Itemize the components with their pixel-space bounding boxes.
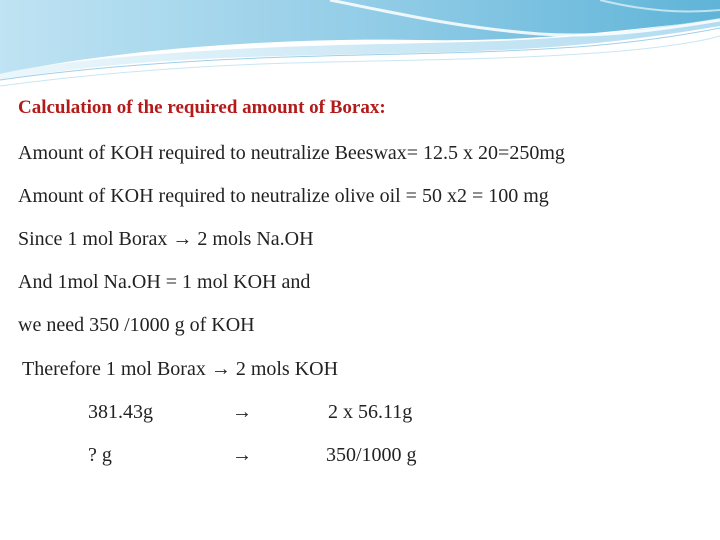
text-line-koh-needed: we need 350 /1000 g of KOH	[18, 314, 255, 336]
slide-title: Calculation of the required amount of Borax:	[18, 97, 386, 118]
arrow-icon: →	[232, 444, 252, 466]
text-line-koh-olive-oil: Amount of KOH required to neutralize olive oil = 50 x2 = 100 mg	[18, 185, 549, 207]
arrow-icon: →	[232, 401, 252, 423]
text-line-borax-koh: Therefore 1 mol Borax → 2 mols KOH	[22, 358, 339, 380]
text-line-naoh-koh: And 1mol Na.OH = 1 mol KOH and	[18, 271, 311, 293]
decorative-wave-banner	[0, 0, 720, 90]
proportion-right: 350/1000 g	[326, 444, 417, 466]
proportion-left: 381.43g	[88, 401, 153, 423]
proportion-right: 2 x 56.11g	[328, 401, 413, 423]
text-line-borax-naoh: Since 1 mol Borax → 2 mols Na.OH	[18, 228, 314, 250]
text-line-koh-beeswax: Amount of KOH required to neutralize Beeswax= 12.5 x 20=250mg	[18, 142, 565, 164]
proportion-left: ? g	[88, 444, 112, 466]
